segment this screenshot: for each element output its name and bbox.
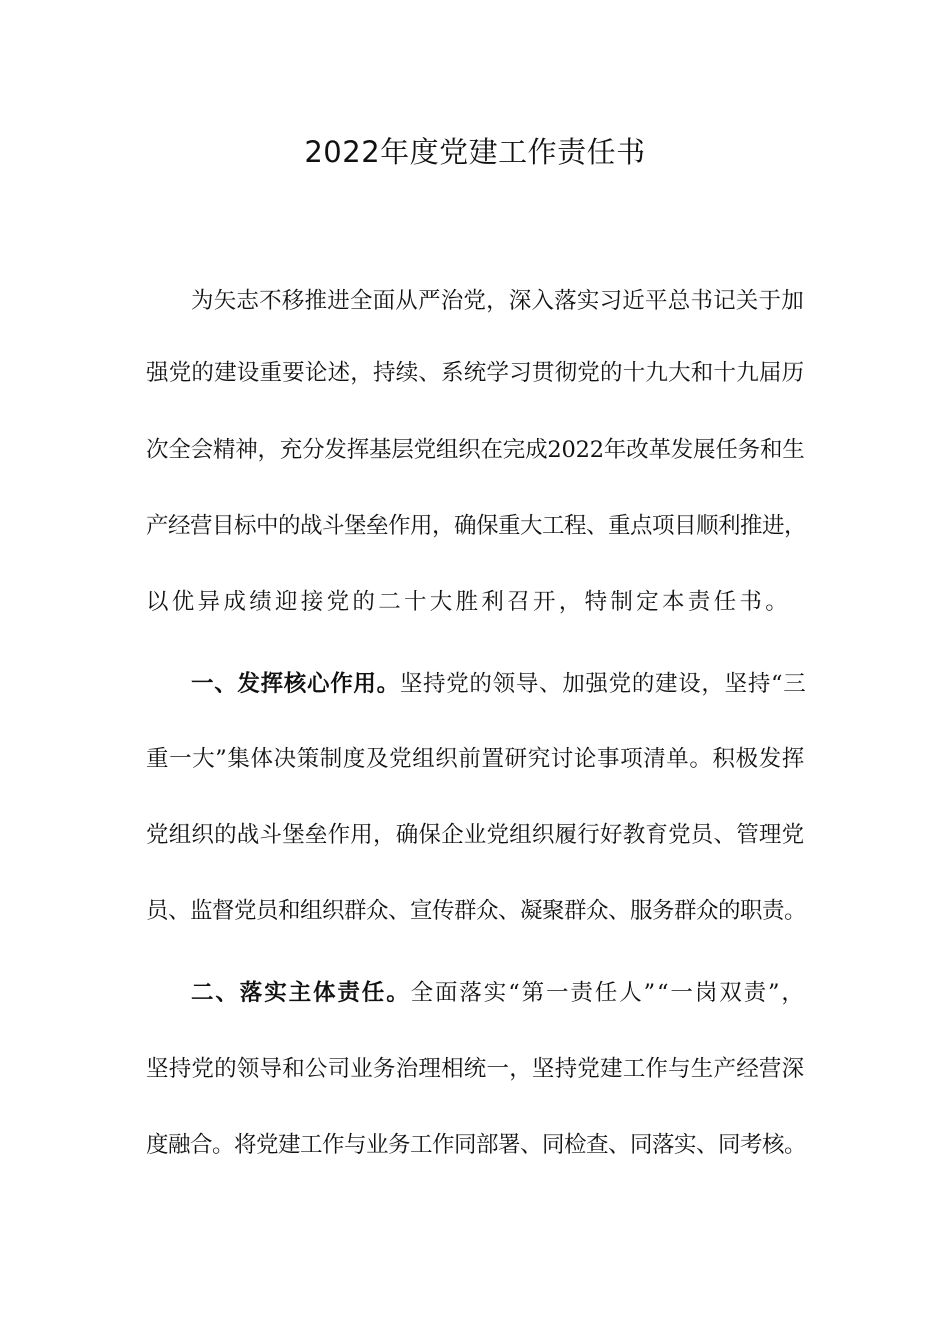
paragraph-line: 次全会精神，充分发挥基层党组织在完成2022年改革发展任务和生: [146, 437, 805, 463]
section-heading: 一、发挥核心作用。: [191, 671, 400, 697]
paragraph-line: 员、监督党员和组织群众、宣传群众、凝聚群众、服务群众的职责。: [146, 898, 807, 924]
document-title: 2022年度党建工作责任书: [304, 135, 646, 169]
paragraph-line: 重一大”集体决策制度及党组织前置研究讨论事项清单。积极发挥: [146, 746, 805, 772]
paragraph-line: 强党的建设重要论述，持续、系统学习贯彻党的十九大和十九届历: [146, 360, 805, 386]
paragraph-line: 党组织的战斗堡垒作用，确保企业党组织履行好教育党员、管理党: [146, 822, 805, 848]
section-heading: 二、落实主体责任。: [191, 980, 411, 1006]
paragraph-line: 度融合。将党建工作与业务工作同部署、同检查、同落实、同考核。: [146, 1132, 807, 1158]
paragraph-line: 为矢志不移推进全面从严治党，深入落实习近平总书记关于加: [191, 288, 804, 314]
paragraph-line: 坚持党的领导和公司业务治理相统一，坚持党建工作与生产经营深: [146, 1056, 805, 1082]
section-text: 坚持党的领导、加强党的建设，坚持“三: [399, 671, 807, 697]
paragraph-line: [191, 667, 806, 701]
paragraph-line: [191, 976, 806, 1010]
section-text: 全面落实“第一责任人”“一岗双责”，: [410, 980, 806, 1006]
paragraph-line: 以优异成绩迎接党的二十大胜利召开，特制定本责任书。: [146, 589, 792, 615]
paragraph-line: 产经营目标中的战斗堡垒作用，确保重大工程、重点项目顺利推进，: [146, 513, 807, 539]
